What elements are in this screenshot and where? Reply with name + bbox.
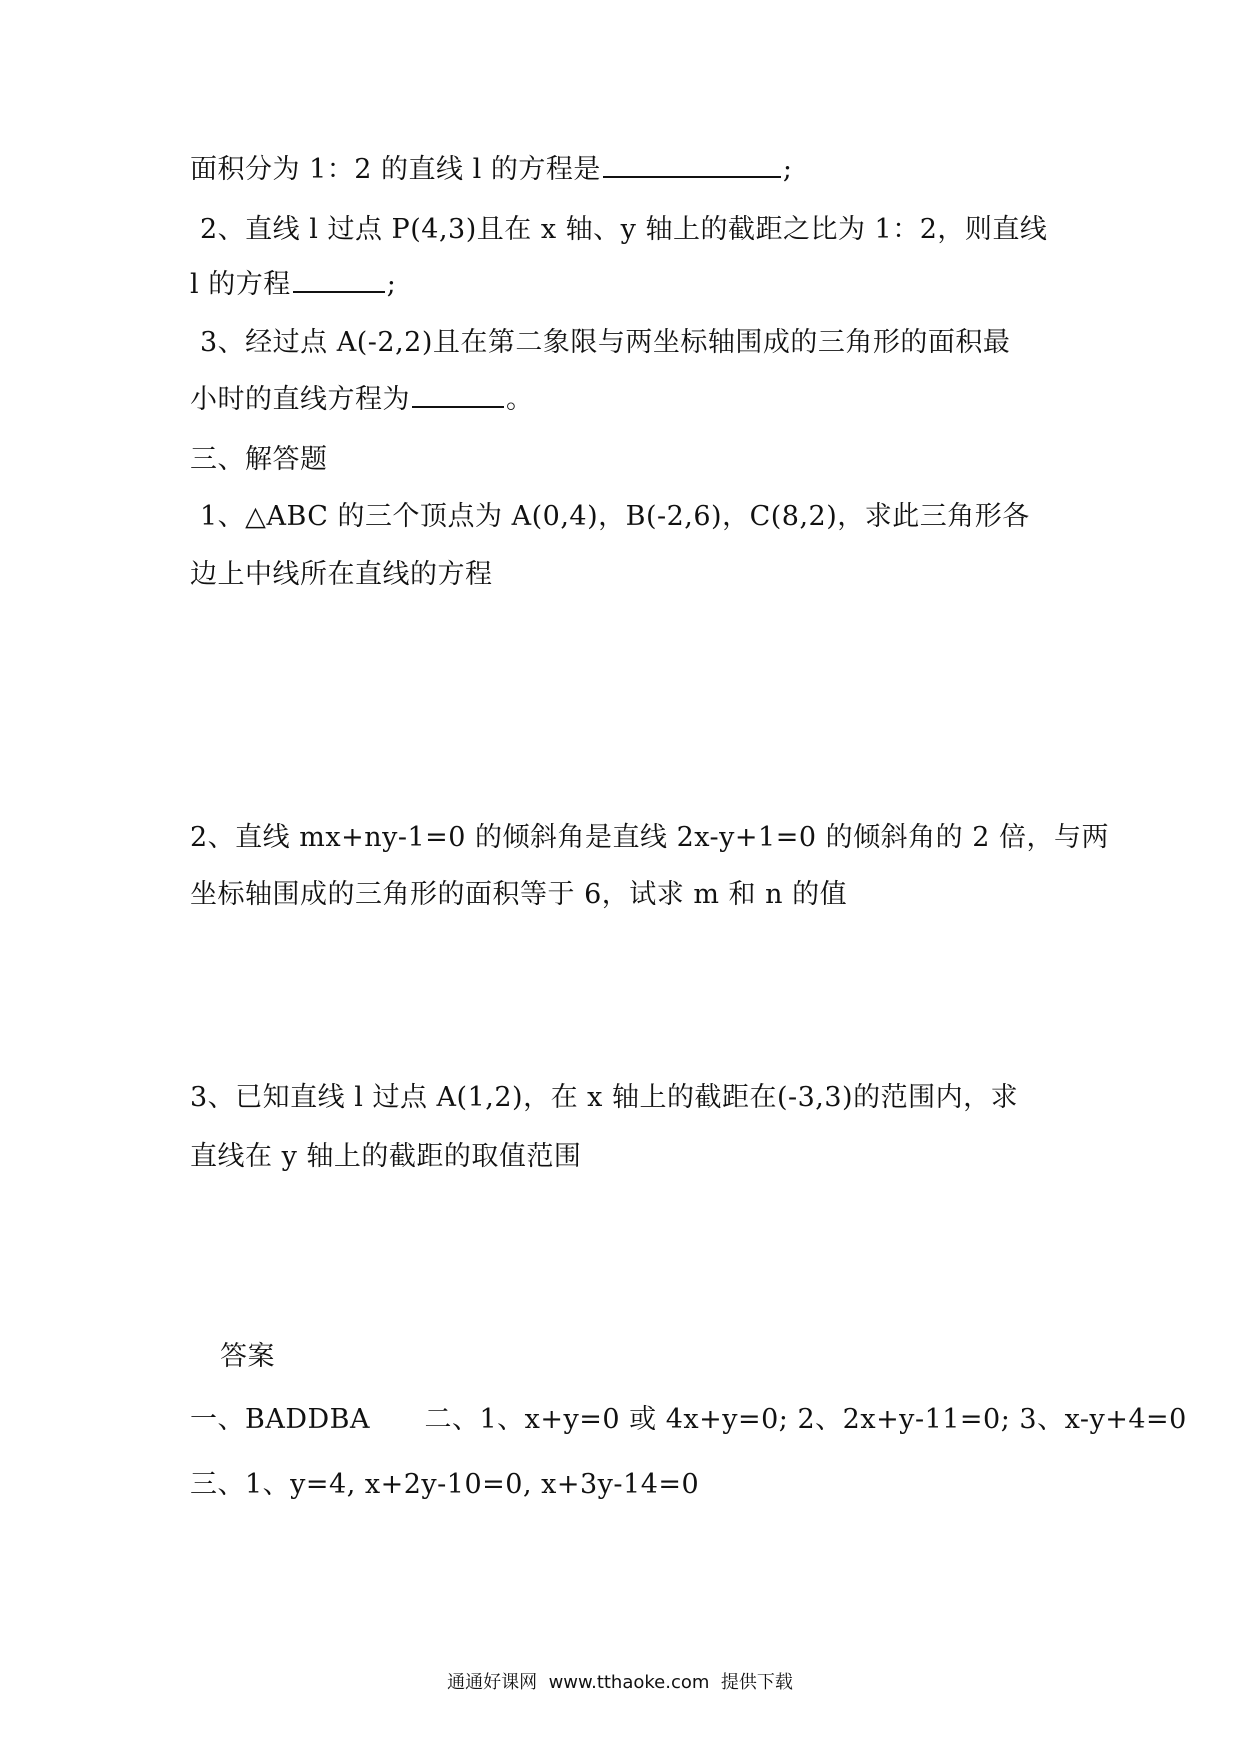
problem1-line1: 1、△ABC 的三个顶点为 A(0,4)，B(-2,6)，C(8,2)，求此三角形各 — [200, 501, 1030, 532]
answer-blank — [293, 265, 385, 293]
problem2-line1: 2、直线 mx+ny-1=0 的倾斜角是直线 2x-y+1=0 的倾斜角的 2 倍，与两 — [190, 822, 1109, 853]
fill-in-q1-continuation — [190, 150, 792, 190]
fill-in-q3-line1: 3、经过点 A(-2,2)且在第二象限与两坐标轴围成的三角形的面积最 — [200, 327, 1011, 358]
problem3-line2: 直线在 y 轴上的截距的取值范围 — [190, 1141, 582, 1172]
problem2-line2: 坐标轴围成的三角形的面积等于 6，试求 m 和 n 的值 — [190, 879, 848, 910]
q1-text: 面积分为 1：2 的直线 l 的方程是 — [190, 154, 601, 185]
answer-blank — [412, 380, 504, 408]
q3-end: 。 — [506, 384, 534, 415]
problem3-line1: 3、已知直线 l 过点 A(1,2)，在 x 轴上的截距在(-3,3)的范围内，求 — [190, 1082, 1019, 1113]
answer-blank — [603, 150, 781, 178]
answers-line1: 一、BADDBA 二、1、x+y=0 或 4x+y=0; 2、2x+y-11=0; 3、x-y+4=0 — [190, 1404, 1187, 1435]
fill-in-q2-line2 — [190, 265, 396, 305]
problem1-line2: 边上中线所在直线的方程 — [190, 559, 493, 590]
answers-title: 答案 — [220, 1341, 275, 1372]
q1-end: ; — [782, 154, 793, 185]
fill-in-q2-line1: 2、直线 l 过点 P(4,3)且在 x 轴、y 轴上的截距之比为 1：2，则直线 — [200, 214, 1048, 245]
section3-heading: 三、解答题 — [190, 444, 328, 475]
footer-source-note: 通通好课网 www.tthaoke.com 提供下载 — [447, 1672, 793, 1693]
answers-line2: 三、1、y=4, x+2y-10=0, x+3y-14=0 — [190, 1469, 700, 1500]
q3-text: 小时的直线方程为 — [190, 384, 410, 415]
q2-text: l 的方程 — [190, 269, 291, 300]
q2-end: ; — [386, 269, 397, 300]
fill-in-q3-line2 — [190, 380, 534, 420]
